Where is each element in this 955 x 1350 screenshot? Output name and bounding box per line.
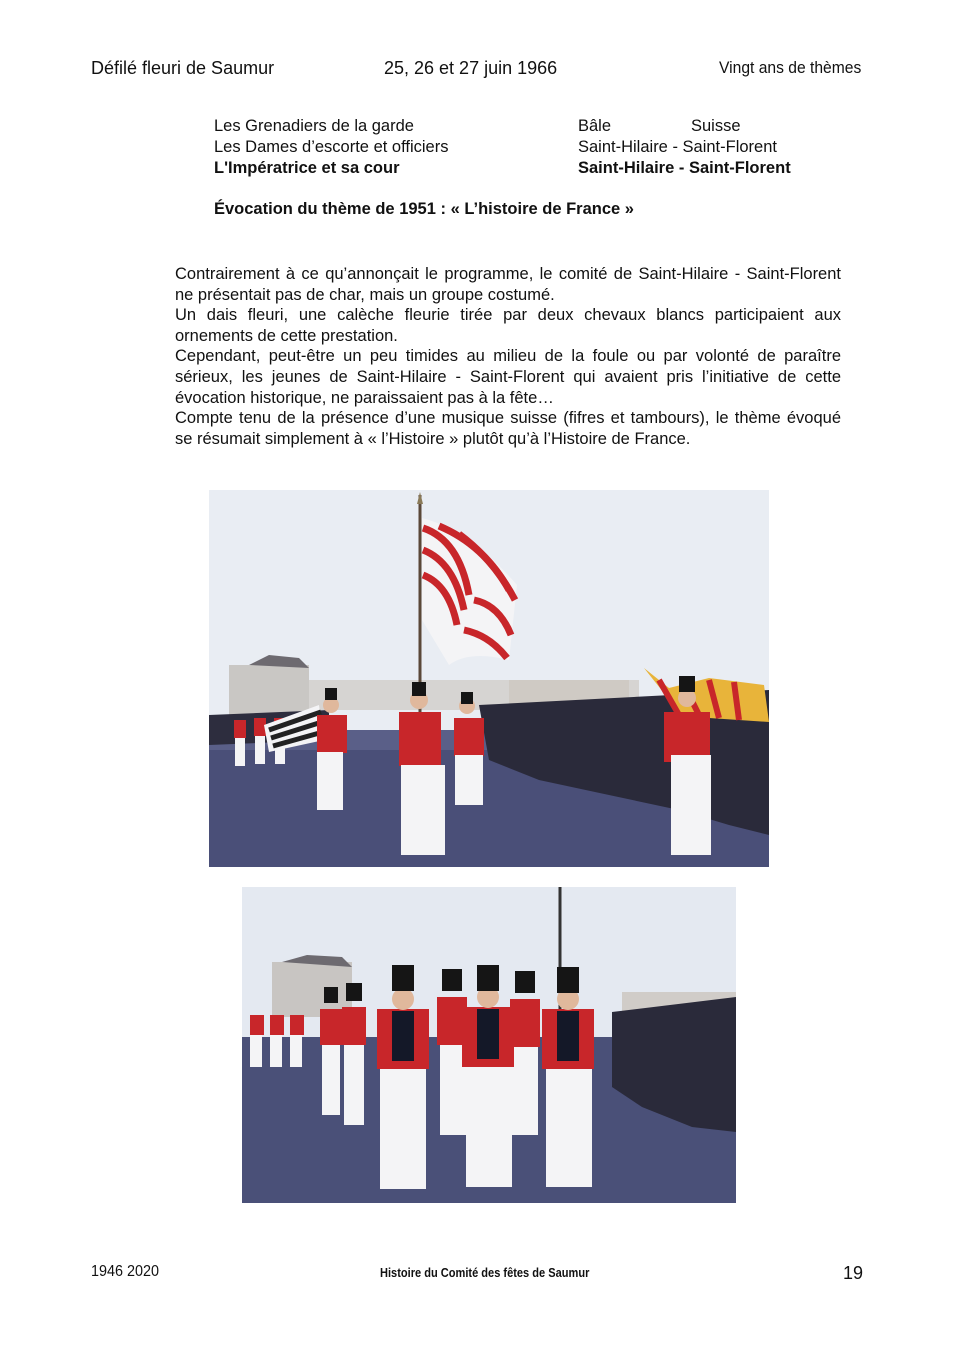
theme-heading: Évocation du thème de 1951 : « L’histoire de France » <box>214 200 634 218</box>
paragraph: Un dais fleuri, une calèche fleurie tirée par deux chevaux blancs participaient aux ornements de cette prestation. <box>175 306 841 345</box>
participant-place: Bâle <box>578 117 612 135</box>
paragraph: Contrairement à ce qu’annonçait le programme, le comité de Saint-Hilaire - Saint-Florent ne présentait pas de char, mais un groupe costumé. <box>175 265 841 304</box>
footer-book-title: Histoire du Comité des fêtes de Saumur <box>380 1265 590 1280</box>
participant-name: Les Grenadiers de la garde <box>214 117 414 135</box>
paragraph: Compte tenu de la présence d’une musique suisse (fifres et tambours), le thème évoqué se résumait simplement à « l’Histoire » plutôt qu’à l’Histoire de France. <box>175 409 841 448</box>
header-subtitle: Vingt ans de thèmes <box>719 58 862 77</box>
participant-name: Les Dames d’escorte et officiers <box>214 138 449 156</box>
participant-entry <box>214 158 834 179</box>
participant-country: Suisse <box>691 117 741 135</box>
participants-list <box>214 116 834 179</box>
body-text <box>175 264 841 449</box>
page-number: 19 <box>843 1263 864 1283</box>
participant-entry <box>214 137 834 158</box>
participant-entry <box>214 116 834 137</box>
footer-years: 1946 2020 <box>91 1263 160 1280</box>
header-title: Défilé fleuri de Saumur <box>91 58 275 78</box>
participant-place: Saint-Hilaire - Saint-Florent <box>578 159 791 177</box>
paragraph: Cependant, peut-être un peu timides au milieu de la foule ou par volonté de paraître sérieux, les jeunes de Saint-Hilaire - Saint-Florent qui avaient pris l’initiative de cette évocation historique, ne paraissaient pas à la fête… <box>175 347 841 407</box>
participant-place: Saint-Hilaire - Saint-Florent <box>578 138 777 156</box>
parade-photo-grenadiers <box>242 887 736 1203</box>
participant-name: L'Impératrice et sa cour <box>214 159 400 177</box>
header-date: 25, 26 et 27 juin 1966 <box>384 58 558 78</box>
parade-photo-flag <box>209 490 769 867</box>
